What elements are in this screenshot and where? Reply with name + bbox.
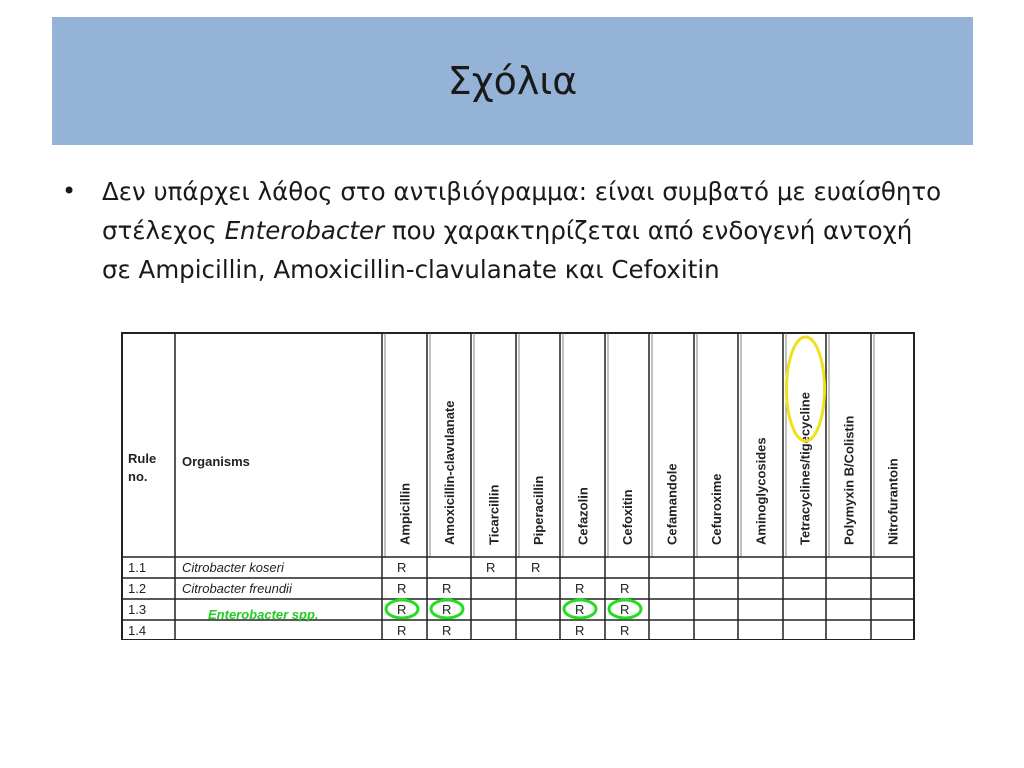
cell-2-4: R <box>575 602 585 617</box>
header-antibiotic-5: Cefoxitin <box>620 489 635 545</box>
cell-0-2: R <box>486 560 496 575</box>
cell-1-1: R <box>442 581 452 596</box>
row-organism-2: Enterobacter spp. <box>208 607 319 622</box>
header-antibiotic-7: Cefuroxime <box>709 473 724 545</box>
slide-title: Σχόλια <box>447 59 578 103</box>
header-antibiotic-8: Aminoglycosides <box>753 437 769 545</box>
cell-2-5: R <box>620 602 630 617</box>
header-antibiotic-9: Tetracyclines/tigecycline <box>797 392 813 545</box>
header-antibiotic-2: Ticarcillin <box>486 484 502 545</box>
row-rule-3: 1.4 <box>128 623 147 638</box>
header-antibiotic-0: Ampicillin <box>397 482 413 545</box>
header-organisms: Organisms <box>182 454 250 469</box>
header-rule-line2: no. <box>128 469 148 484</box>
cell-3-4: R <box>575 623 585 638</box>
cell-0-3: R <box>531 560 541 575</box>
cell-1-5: R <box>620 581 630 596</box>
bullet-dot: • <box>62 177 77 205</box>
row-organism-0: Citrobacter koseri <box>182 560 284 575</box>
bullet-text-part1: Δεν υπάρχει λάθος στο αντιβιόγραμμα: είναι συμβατό με ευαίσθητο στέλεχος <box>102 177 942 245</box>
row-rule-1: 1.2 <box>128 581 147 596</box>
row-rule-0: 1.1 <box>128 560 147 575</box>
header-antibiotic-11: Nitrofurantoin <box>885 458 901 545</box>
header-antibiotic-4: Cefazolin <box>575 487 591 545</box>
cell-2-0: R <box>397 602 407 617</box>
header-antibiotic-10: Polymyxin B/Colistin <box>841 415 857 545</box>
cell-3-0: R <box>397 623 407 638</box>
cell-1-4: R <box>575 581 585 596</box>
cell-3-5: R <box>620 623 630 638</box>
bullet-text-italic: Enterobacter <box>224 216 385 245</box>
scanned-rules-table <box>120 331 916 640</box>
title-band <box>52 17 973 145</box>
cell-2-1: R <box>442 602 452 617</box>
cell-0-0: R <box>397 560 407 575</box>
bullet-text <box>102 172 942 289</box>
header-antibiotic-1: Amoxicillin-clavulanate <box>442 400 457 545</box>
cell-1-0: R <box>397 581 407 596</box>
rules-table-svg <box>120 331 916 640</box>
cell-3-1: R <box>442 623 452 638</box>
header-antibiotic-3: Piperacillin <box>531 475 546 545</box>
header-antibiotic-6: Cefamandole <box>664 463 680 545</box>
bullet-item <box>62 172 942 289</box>
row-organism-1: Citrobacter freundii <box>182 581 292 596</box>
bullet-text-part2: που χαρακτηρίζεται από ενδογενή αντοχή σε Ampicillin, Amoxicillin-clavulanate και Cefoxitin <box>102 216 913 284</box>
row-rule-2: 1.3 <box>128 602 147 617</box>
header-rule-line1: Rule <box>128 451 157 466</box>
